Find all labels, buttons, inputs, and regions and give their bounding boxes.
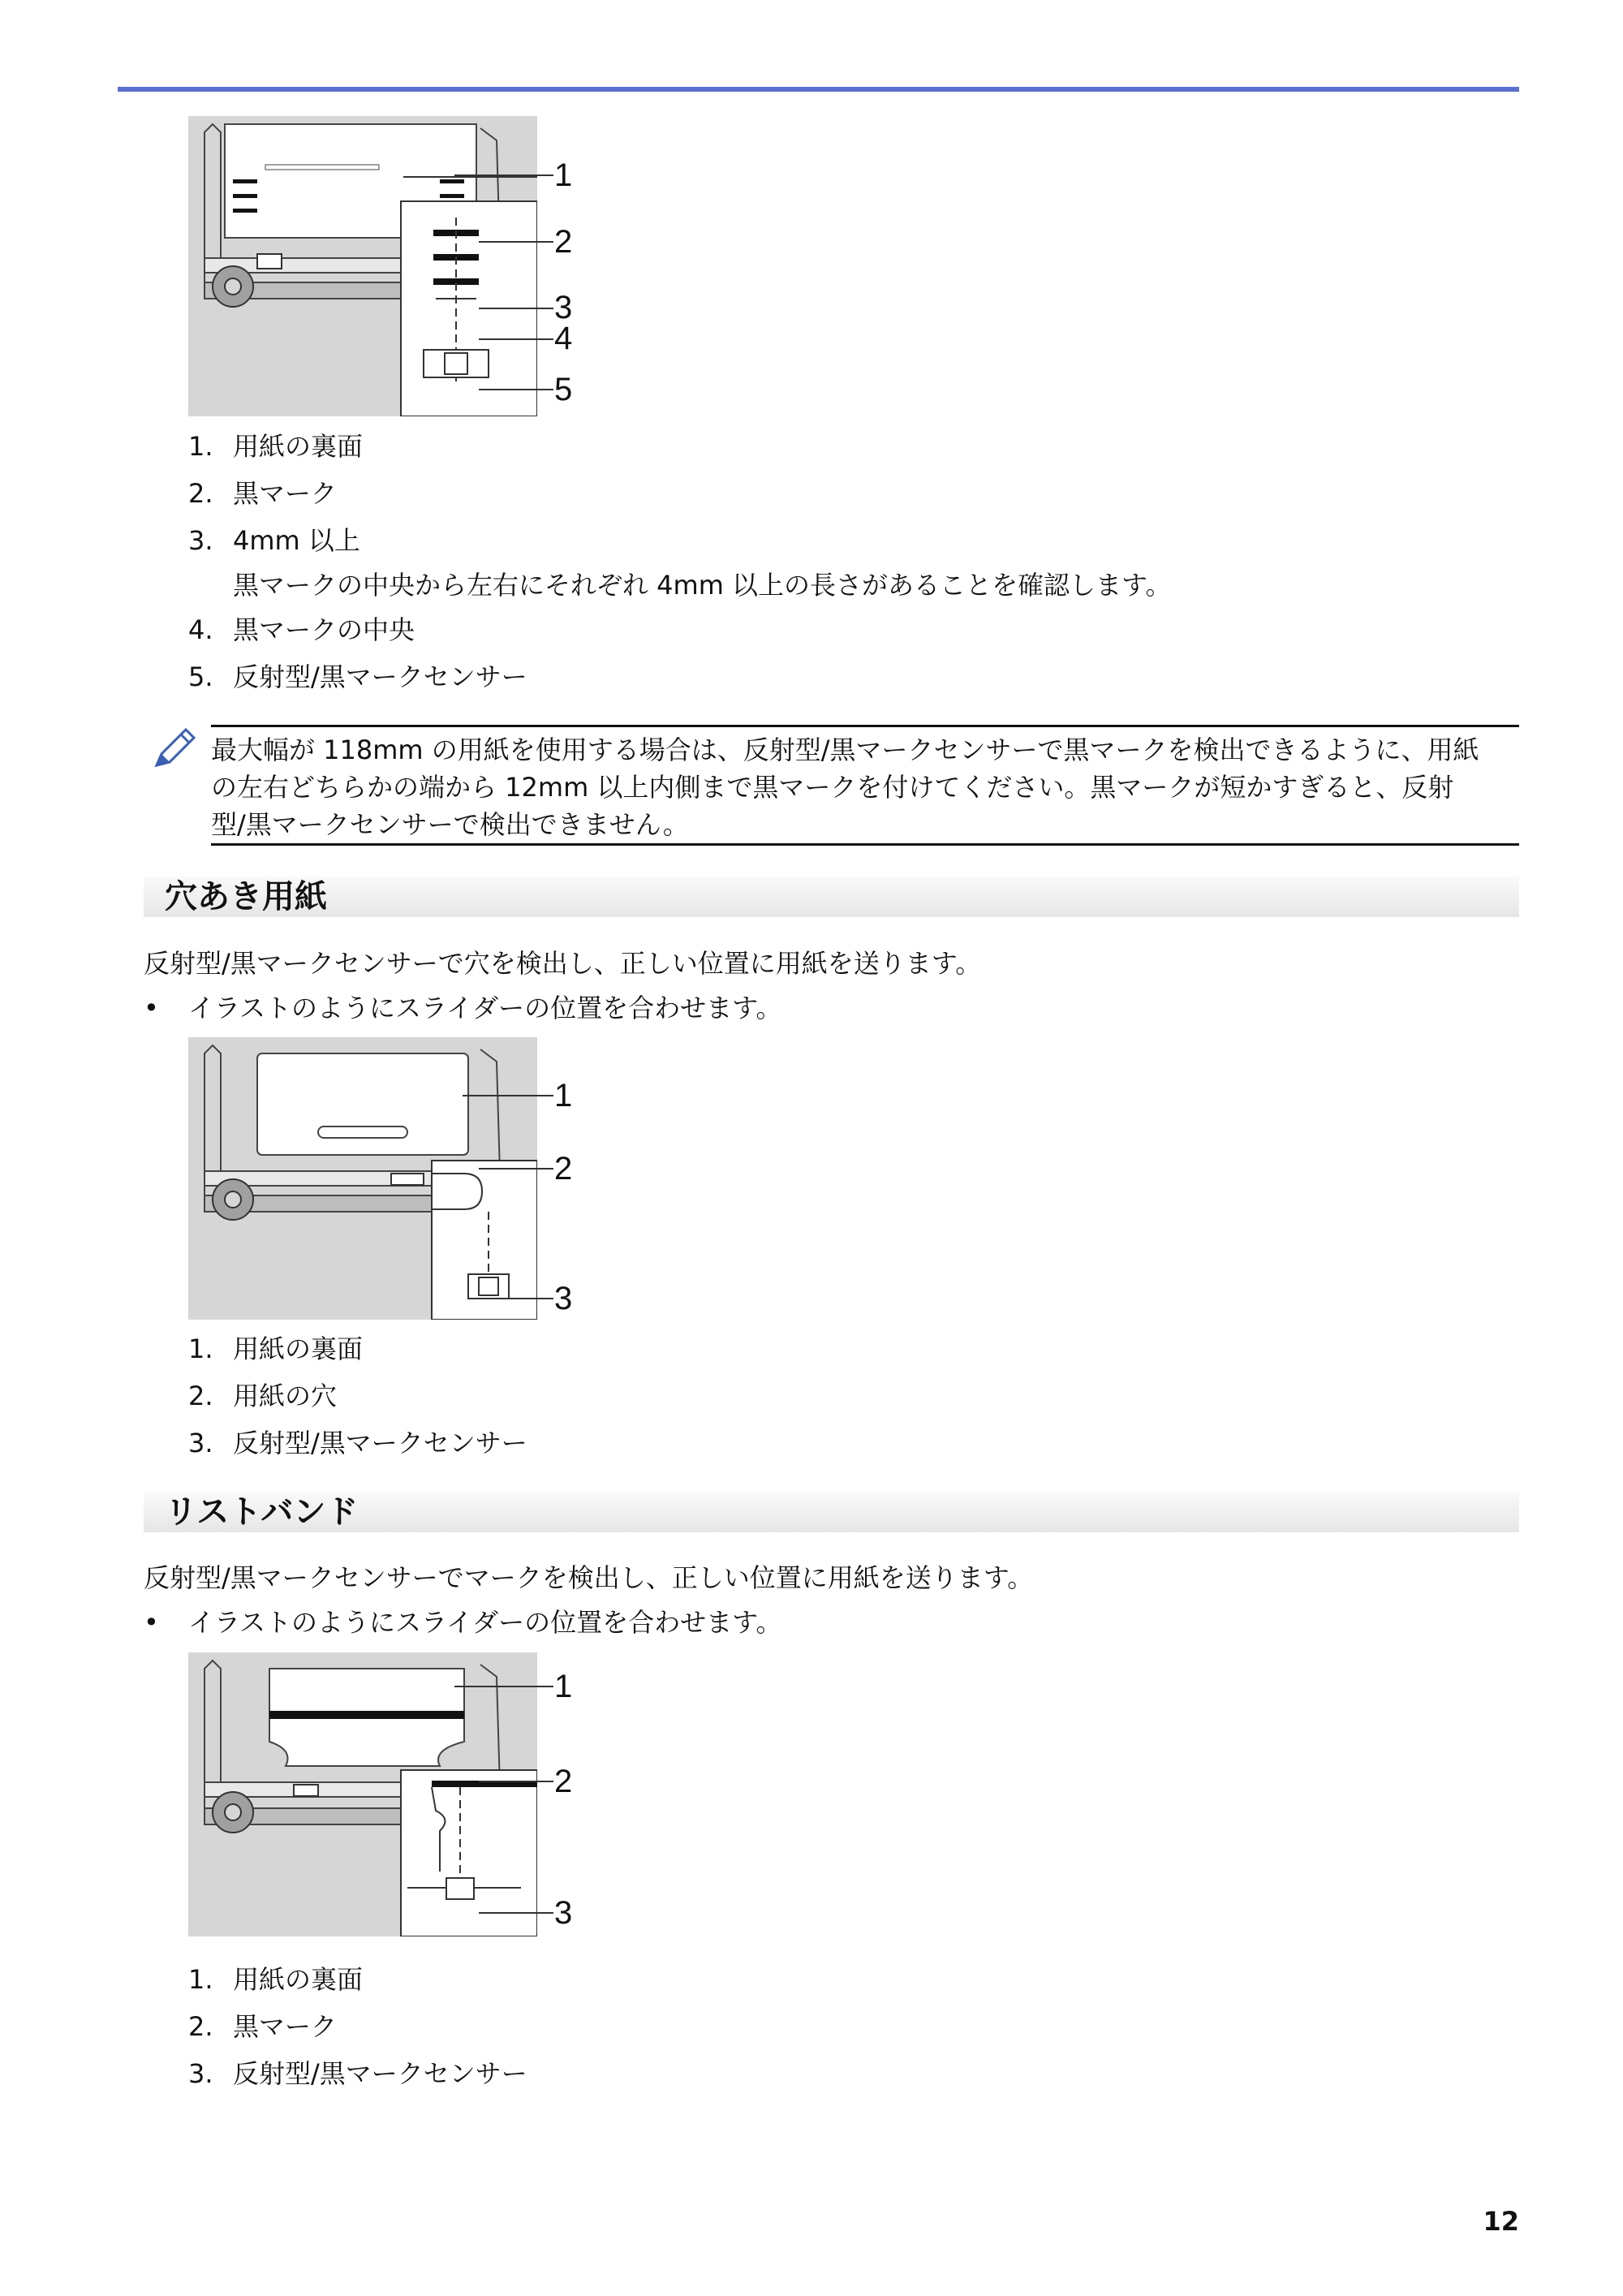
list-item: 2. 用紙の穴 [188, 1381, 338, 1411]
page-number: 12 [1483, 2206, 1519, 2237]
callout-number: 3 [554, 1281, 573, 1316]
note-top-rule [211, 725, 1519, 727]
list-item: 3. 4mm 以上 黒マークの中央から左右にそれぞれ 4mm 以上の長さがあることを確認します。 [188, 517, 1172, 606]
list-item: 1. 用紙の裏面 [188, 1964, 364, 1995]
list-item: 3. 反射型/黒マークセンサー [188, 1428, 527, 1458]
note-box [150, 725, 1519, 848]
callout-number: 1 [554, 1078, 573, 1114]
note-text: 最大幅が 118mm の用紙を使用する場合は、反射型/黒マークセンサーで黒マークを検出できるように、用紙 の左右どちらかの端から 12mm 以上内側まで黒マークを付けてください。黒マークが短かすぎると、反射 型/黒マークセンサーで検出できません。 [211, 734, 1479, 840]
callout-number: 3 [554, 290, 573, 325]
section-title: 穴あき用紙 [165, 878, 327, 915]
figure3-leader-lines [454, 1672, 556, 1923]
list-item: 2. 黒マーク [188, 478, 338, 509]
callout-number: 2 [554, 1764, 573, 1799]
section-description: 反射型/黒マークセンサーで穴を検出し、正しい位置に用紙を送ります。 [144, 948, 982, 979]
callout-number: 1 [554, 157, 573, 193]
figure2-leader-lines [463, 1079, 556, 1307]
callout-number: 2 [554, 1151, 573, 1187]
pencil-icon [150, 725, 199, 773]
list-item: 2. 黒マーク [188, 2011, 338, 2042]
figure1-leader-lines [454, 162, 556, 398]
section-title: リストバンド [165, 1493, 359, 1531]
list-item: 3. 反射型/黒マークセンサー [188, 2058, 527, 2089]
callout-number: 1 [554, 1669, 573, 1704]
callout-number: 5 [554, 372, 573, 407]
header-rule [118, 87, 1519, 92]
bullet-symbol: • [144, 1607, 159, 1638]
list-item: 1. 用紙の裏面 [188, 1333, 364, 1364]
list-item-description: 黒マークの中央から左右にそれぞれ 4mm 以上の長さがあることを確認します。 [233, 570, 1172, 601]
section-heading-perforated [144, 877, 1519, 917]
figure1-legend-list [188, 423, 1172, 700]
list-item: 1. 用紙の裏面 [188, 431, 364, 462]
list-item: 4. 黒マークの中央 [188, 614, 415, 645]
callout-number: 2 [554, 224, 573, 260]
note-bottom-rule [211, 843, 1519, 846]
list-item: 5. 反射型/黒マークセンサー [188, 661, 527, 692]
callout-number: 4 [554, 321, 573, 356]
section-description: 反射型/黒マークセンサーでマークを検出し、正しい位置に用紙を送ります。 [144, 1562, 1034, 1593]
bullet-symbol: • [144, 993, 159, 1023]
section-heading-wristband [144, 1492, 1519, 1532]
figure3-legend-list [188, 1956, 527, 2097]
callout-number: 3 [554, 1895, 573, 1931]
figure2-legend-list [188, 1325, 527, 1467]
